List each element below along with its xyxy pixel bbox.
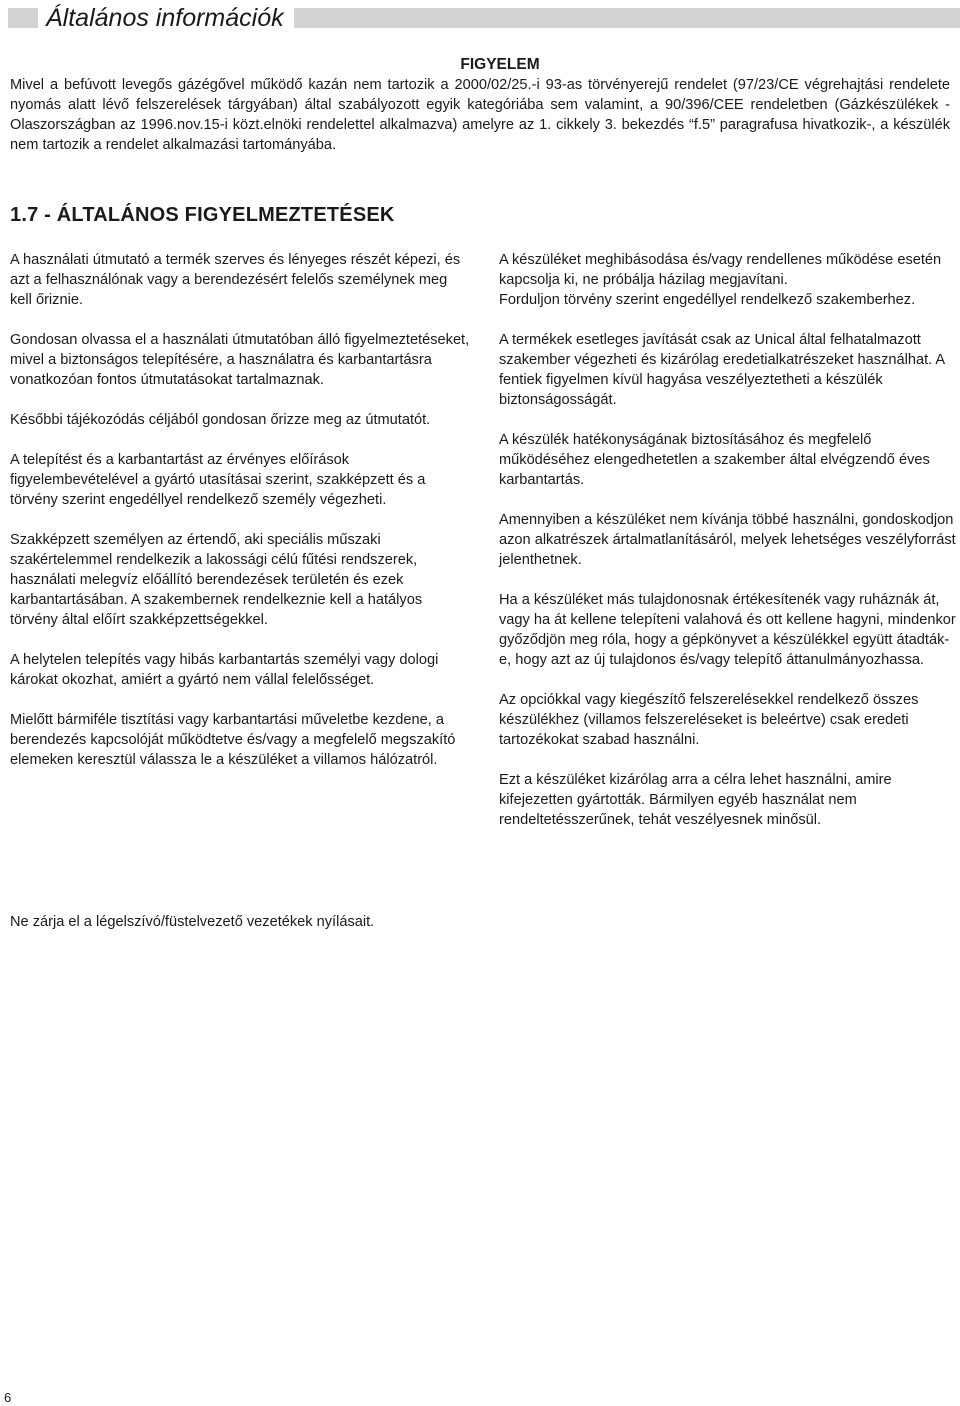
paragraph: Szakképzett személyen az értendő, aki speciális műszaki szakértelemmel rendelkezik a lakossági célú fűtési rendszerek, használati melegvíz előállító berendezések területén és ezek karbantartásában. A szakembernek rendelkeznie kell a hatályos törvény által előírt szakképzettségekkel.: [10, 532, 423, 628]
header-decor-block: [8, 8, 38, 28]
header-decor-rule: [294, 8, 960, 28]
paragraph: Ezt a készüléket kizárólag arra a célra lehet használni, amire kifejezetten gyártották. Bármilyen egyéb használat nem rendeltetésszerűnek, tehát veszélyesnek minősül.: [499, 772, 892, 828]
paragraph: Forduljon törvény szerint engedéllyel rendelkező szakemberhez.: [499, 292, 916, 308]
notice-title: FIGYELEM: [460, 56, 540, 73]
paragraph: A telepítést és a karbantartást az érvényes előírások figyelembevételével a gyártó utasításai szerint, szakképzett és a törvény szerint engedéllyel rendelkező személy végezheti.: [10, 452, 426, 508]
paragraph: Az opciókkal vagy kiegészítő felszerelésekkel rendelkező összes készülékhez (villamos felszereléseket is beleértve) csak eredeti tartozékokat szabad használni.: [499, 692, 919, 748]
paragraph: A készüléket meghibásodása és/vagy rendellenes működése esetén kapcsolja ki, ne próbálja házilag megjavítani.: [499, 252, 942, 288]
paragraph: Későbbi tájékozódás céljából gondosan őrizze meg az útmutatót.: [10, 412, 431, 428]
paragraph: A termékek esetleges javítását csak az Unical által felhatalmazott szakember végezheti és kizárólag eredetialkatrészeket használhat. A fentiek figyelmen kívül hagyása veszélyeztetheti a készülék biztonságosságát.: [499, 332, 945, 408]
paragraph: Mielőtt bármiféle tisztítási vagy karbantartási műveletbe kezdene, a berendezés kapcsolóját működtetve és/vagy a megfelelő megszakító elemeken keresztül válassza le a készüléket a villamos hálózatról.: [10, 712, 456, 768]
warning-notice: [10, 56, 950, 155]
page-header: [8, 6, 960, 30]
notice-text: Mivel a befúvott levegős gázégővel működő kazán nem tartozik a 2000/02/25.-i 93-as törvényerejű rendelet (97/23/CE végrehajtási rendelete nyomás alatt lévő felszerelések tárgyában) által szabályozott egyik kategóriába sem valamint, a 90/396/CEE rendeletben (Gázkészülékek - Olaszországban az 1996.nov.15-i közt.elnöki rendelettel alkalmazva) amelyre az 1. cikkely 3. bekezdés “f.5” paragrafusa hivatkozik-, a készülék nem tartozik a rendelet alkalmazási tartományába.: [10, 77, 950, 153]
left-column: [10, 250, 470, 790]
paragraph: A használati útmutató a termék szerves és lényeges részét képezi, és azt a felhasználónak vagy a berendezésért felelős személynek meg kell őriznie.: [10, 252, 461, 308]
right-column: [499, 250, 959, 850]
page-title: Általános információk: [46, 4, 284, 32]
paragraph: Amennyiben a készüléket nem kívánja többé használni, gondoskodjon azon alkatrészek ártalmatlanításáról, melyek lehetséges veszélyforrást jelenthetnek.: [499, 512, 956, 568]
closing-paragraph: Ne zárja el a légelszívó/füstelvezető vezetékek nyílásait.: [10, 914, 375, 930]
paragraph: Ha a készüléket más tulajdonosnak értékesítenék vagy ruháznák át, vagy ha át kellene telepíteni valahová és ott kellene hagyni, mindenkor győződjön meg róla, hogy a gépkönyvet a készülékkel együtt átadták-e, hogy azt az új tulajdonos és/vagy telepítő áttanulmányozhassa.: [499, 592, 956, 668]
paragraph: Gondosan olvassa el a használati útmutatóban álló figyelmeztetéseket, mivel a biztonságos telepítésére, a használatra és karbantartásra vonatkozóan fontos útmutatásokat tartalmaznak.: [10, 332, 470, 388]
section-heading: 1.7 - ÁLTALÁNOS FIGYELMEZTETÉSEK: [10, 204, 395, 226]
paragraph: A készülék hatékonyságának biztosításához és megfelelő működéséhez elengedhetetlen a szakember által elvégzendő éves karbantartás.: [499, 432, 930, 488]
paragraph: A helytelen telepítés vagy hibás karbantartás személyi vagy dologi károkat okozhat, amiért a gyártó nem vállal felelősséget.: [10, 652, 439, 688]
page-number: 6: [4, 1390, 12, 1405]
